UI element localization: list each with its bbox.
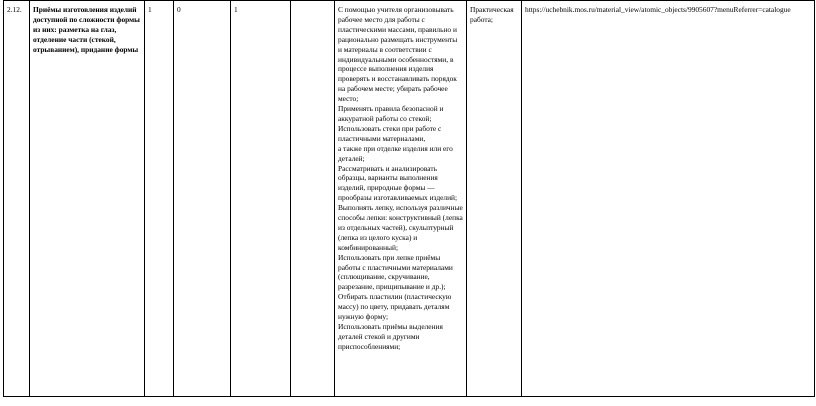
activity-line: Использовать приёмы выделения деталей стекой и другими приспособлениями; bbox=[338, 322, 443, 351]
activity-line: Рассматривать и анализировать образцы, варианты выполнения изделий, природные формы — прообразы изготавливаемых изделий; bbox=[338, 163, 458, 203]
thematic-plan-table bbox=[3, 0, 815, 397]
activity-line: Использовать при лепке приёмы работы с пластичными материалами (сплющивание, скручивание, разрезание, прищипывание и др.); bbox=[338, 252, 453, 292]
activity-line: Выполнять лепку, используя различные способы лепки: конструктивный (лепка из отдельных частей), скульптурный (лепка из целого куска) и комбинированный; bbox=[338, 203, 463, 252]
activity-line: С помощью учителя организовывать рабочее место для работы с пластическими массами, правильно и рационально размещать инструменты и материалы в соответствии с индивидуальными особенностями, в процессе выполнения изделия проверять и восстанавливать порядок на рабочем месте; убирать рабочее место; bbox=[338, 5, 458, 104]
hours-total: 1 bbox=[145, 1, 174, 397]
activity-line: Отбирать пластилин (пластическую массу) по цвету, придавать деталям нужную форму; bbox=[338, 292, 452, 322]
row-number: 2.12. bbox=[4, 1, 30, 397]
control-form: Практическая работа; bbox=[467, 1, 522, 397]
activity-line: Использовать стеки при работе с пластичными материалами, bbox=[338, 123, 442, 143]
hours-control: 0 bbox=[174, 1, 231, 397]
activity-line: а также при отделке изделия или его деталей; bbox=[338, 143, 453, 163]
resource-link[interactable]: https://uchebnik.mos.ru/material_view/atomic_objects/9905607?menuReferrer=catalogue bbox=[522, 1, 815, 397]
topic-title: Приёмы изготовления изделий доступной по сложности формы из них: разметка на глаз, отделение части (стекой, отрыванием), придание формы bbox=[30, 1, 145, 397]
study-date bbox=[291, 1, 335, 397]
table-row bbox=[4, 1, 815, 397]
hours-practice: 1 bbox=[231, 1, 291, 397]
activity-line: Применять правила безопасной и аккуратной работы со стекой; bbox=[338, 104, 444, 123]
activities-cell bbox=[335, 1, 467, 397]
